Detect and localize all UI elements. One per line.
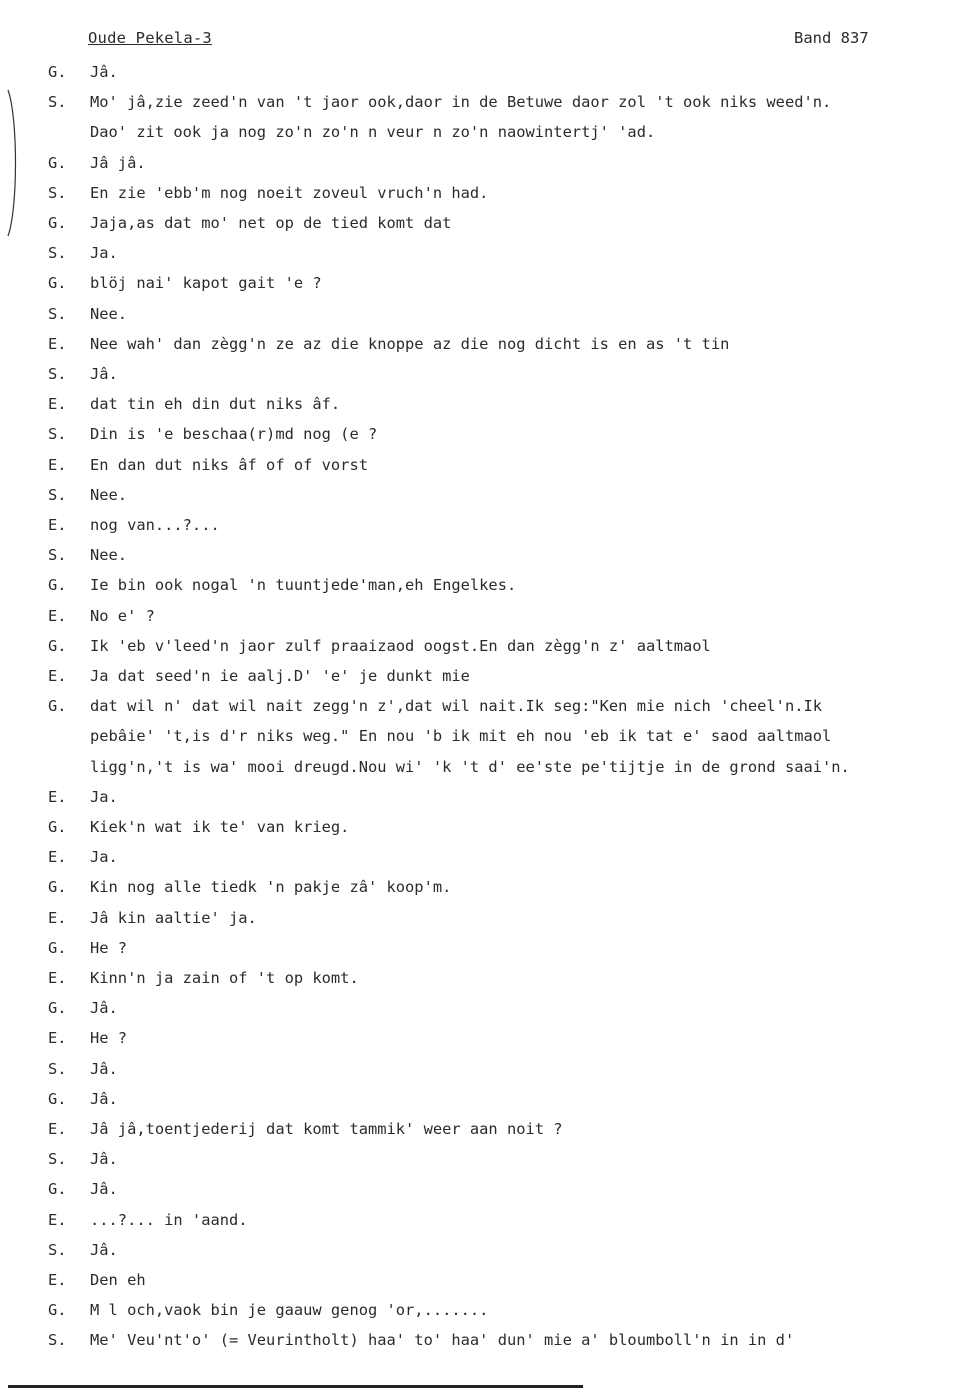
speaker-label: G. bbox=[48, 878, 67, 897]
speaker-label: S. bbox=[48, 304, 67, 323]
utterance-text: Jâ. bbox=[90, 365, 118, 383]
transcript-line bbox=[0, 394, 973, 424]
transcript-line bbox=[0, 1059, 973, 1089]
utterance-text: Jâ. bbox=[90, 1180, 118, 1199]
speaker-label: S. bbox=[48, 1150, 67, 1169]
utterance-text: M l och,vaok bin je gaauw genog 'or,....... bbox=[90, 1301, 489, 1320]
transcript-line bbox=[0, 968, 973, 998]
transcript-line bbox=[0, 606, 973, 636]
transcript-line bbox=[0, 1179, 973, 1209]
speaker-label: S. bbox=[48, 1240, 67, 1259]
transcript-line bbox=[0, 847, 973, 877]
utterance-text: En zie 'ebb'm nog noeit zoveul vruch'n had. bbox=[90, 183, 489, 202]
transcript-line bbox=[0, 485, 973, 515]
transcript-line bbox=[0, 787, 973, 817]
transcript-line bbox=[0, 334, 973, 364]
speaker-label: E. bbox=[48, 334, 67, 353]
utterance-text: Jâ. bbox=[90, 1059, 118, 1078]
transcript-line bbox=[0, 1300, 973, 1330]
speaker-label: S. bbox=[48, 365, 67, 383]
transcript-line bbox=[0, 877, 973, 907]
transcript-line bbox=[0, 515, 973, 545]
utterance-text: Ik 'eb v'leed'n jaor zulf praaizaod oogst.En dan zègg'n z' aaltmaol bbox=[90, 636, 711, 655]
utterance-text: Nee wah' dan zègg'n ze az die knoppe az die nog dicht is en as 't tin bbox=[90, 334, 730, 353]
speaker-label: E. bbox=[48, 969, 67, 987]
speaker-label: G. bbox=[48, 938, 67, 957]
speaker-label: G. bbox=[48, 274, 67, 293]
utterance-text: dat tin eh din dut niks âf. bbox=[90, 395, 341, 414]
document-title bbox=[88, 29, 212, 47]
utterance-text: nog van...?... bbox=[90, 516, 220, 534]
utterance-text: Ja dat seed'n ie aalj.D' 'e' je dunkt mie bbox=[90, 667, 470, 685]
transcript-line bbox=[0, 998, 973, 1028]
bottom-rule bbox=[8, 1385, 583, 1388]
transcript-line bbox=[0, 636, 973, 666]
utterance-text: He ? bbox=[90, 938, 128, 957]
utterance-text: ...?... in 'aand. bbox=[90, 1210, 248, 1229]
utterance-text: ligg'n,'t is wa' mooi dreugd.Nou wi' 'k 't d' ee'ste pe'tijtje in de grond saai'n. bbox=[90, 757, 850, 776]
speaker-label: G. bbox=[48, 1180, 67, 1199]
transcript-line bbox=[0, 938, 973, 968]
utterance-text: En dan dut niks âf of of vorst bbox=[90, 455, 368, 474]
utterance-text: Dao' zit ook ja nog zo'n zo'n n veur n zo'n naowintertj' 'ad. bbox=[90, 123, 656, 142]
utterance-text: No e' ? bbox=[90, 606, 155, 625]
utterance-text: pebâie' 't,is d'r niks weg." En nou 'b ik mit eh nou 'eb ik tat e' saod aaltmaol bbox=[90, 727, 832, 746]
transcript-line bbox=[0, 122, 973, 152]
utterance-text: Nee. bbox=[90, 304, 128, 323]
transcript-line bbox=[0, 183, 973, 213]
transcript-line bbox=[0, 1240, 973, 1270]
transcript-line bbox=[0, 1028, 973, 1058]
transcript-line bbox=[0, 908, 973, 938]
speaker-label: E. bbox=[48, 667, 67, 685]
speaker-label: S. bbox=[48, 1331, 67, 1350]
utterance-text: Ie bin ook nogal 'n tuuntjede'man,eh Engelkes. bbox=[90, 576, 517, 595]
utterance-text: Jâ. bbox=[90, 1240, 118, 1259]
speaker-label: G. bbox=[48, 697, 67, 716]
transcript-line bbox=[0, 696, 973, 726]
utterance-text: blöj nai' kapot gait 'e ? bbox=[90, 274, 322, 293]
transcript-line bbox=[0, 92, 973, 122]
speaker-label: E. bbox=[48, 516, 67, 534]
speaker-label: G. bbox=[48, 1089, 67, 1108]
transcript-line bbox=[0, 1330, 973, 1360]
transcript-line bbox=[0, 424, 973, 454]
speaker-label: G. bbox=[48, 214, 67, 232]
utterance-text: Jâ. bbox=[90, 63, 118, 81]
speaker-label: G. bbox=[48, 1301, 67, 1320]
transcript-line bbox=[0, 62, 973, 92]
transcript-line bbox=[0, 1270, 973, 1300]
speaker-label: G. bbox=[48, 576, 67, 595]
transcript-line bbox=[0, 213, 973, 243]
utterance-text: Kinn'n ja zain of 't op komt. bbox=[90, 969, 359, 987]
speaker-label: G. bbox=[48, 63, 67, 81]
speaker-label: S. bbox=[48, 485, 67, 504]
transcript-line bbox=[0, 666, 973, 696]
speaker-label: E. bbox=[48, 395, 67, 414]
speaker-label: S. bbox=[48, 244, 67, 263]
speaker-label: S. bbox=[48, 1059, 67, 1078]
transcript-line bbox=[0, 273, 973, 303]
utterance-text: Kin nog alle tiedk 'n pakje zâ' koop'm. bbox=[90, 878, 452, 897]
utterance-text: Jaja,as dat mo' net op de tied komt dat bbox=[90, 214, 452, 232]
speaker-label: S. bbox=[48, 183, 67, 202]
utterance-text: Me' Veu'nt'o' (= Veurintholt) haa' to' haa' dun' mie a' bloumboll'n in in d' bbox=[90, 1331, 795, 1350]
transcript-line bbox=[0, 575, 973, 605]
transcript-line bbox=[0, 757, 973, 787]
transcript-line bbox=[0, 1210, 973, 1240]
utterance-text: Jâ jâ. bbox=[90, 153, 146, 172]
utterance-text: Kiek'n wat ik te' van krieg. bbox=[90, 818, 350, 836]
speaker-label: E. bbox=[48, 908, 67, 927]
utterance-text: Jâ. bbox=[90, 1150, 118, 1169]
speaker-label: S. bbox=[48, 425, 67, 444]
utterance-text: Nee. bbox=[90, 546, 128, 565]
speaker-label: E. bbox=[48, 787, 67, 806]
speaker-label: G. bbox=[48, 999, 67, 1018]
speaker-label: E. bbox=[48, 1271, 67, 1289]
transcript-line bbox=[0, 153, 973, 183]
transcript-line bbox=[0, 817, 973, 847]
utterance-text: Jâ kin aaltie' ja. bbox=[90, 908, 257, 927]
transcript-line bbox=[0, 545, 973, 575]
speaker-label: E. bbox=[48, 1120, 67, 1138]
speaker-label: S. bbox=[48, 93, 67, 112]
utterance-text: Jâ. bbox=[90, 1089, 118, 1108]
utterance-text: Mo' jâ,zie zeed'n van 't jaor ook,daor in de Betuwe daor zol 't ook niks weed'n. bbox=[90, 93, 832, 112]
speaker-label: G. bbox=[48, 153, 67, 172]
utterance-text: Nee. bbox=[90, 485, 128, 504]
speaker-label: E. bbox=[48, 1210, 67, 1229]
speaker-label: E. bbox=[48, 848, 67, 867]
speaker-label: G. bbox=[48, 636, 67, 655]
utterance-text: Ja. bbox=[90, 787, 118, 806]
transcript-line bbox=[0, 726, 973, 756]
band-number: Band 837 bbox=[794, 29, 869, 47]
document-title-text: Oude Pekela-3 bbox=[88, 29, 212, 47]
speaker-label: E. bbox=[48, 1029, 67, 1048]
utterance-text: dat wil n' dat wil nait zegg'n z',dat wil nait.Ik seg:"Ken mie nich 'cheel'n.Ik bbox=[90, 697, 823, 716]
speaker-label: S. bbox=[48, 546, 67, 565]
utterance-text: Jâ. bbox=[90, 999, 118, 1018]
speaker-label: E. bbox=[48, 455, 67, 474]
utterance-text: Den eh bbox=[90, 1271, 146, 1289]
transcript-line bbox=[0, 1149, 973, 1179]
speaker-label: G. bbox=[48, 818, 67, 836]
utterance-text: Ja. bbox=[90, 848, 118, 867]
transcript-line bbox=[0, 304, 973, 334]
utterance-text: Ja. bbox=[90, 244, 118, 263]
transcript-line bbox=[0, 1119, 973, 1149]
speaker-label: E. bbox=[48, 606, 67, 625]
transcript-line bbox=[0, 364, 973, 394]
transcript-line bbox=[0, 1089, 973, 1119]
utterance-text: Din is 'e beschaa(r)md nog (e ? bbox=[90, 425, 378, 444]
transcript-line bbox=[0, 243, 973, 273]
utterance-text: He ? bbox=[90, 1029, 128, 1048]
transcript-line bbox=[0, 455, 973, 485]
utterance-text: Jâ jâ,toentjederij dat komt tammik' weer aan noit ? bbox=[90, 1120, 563, 1138]
